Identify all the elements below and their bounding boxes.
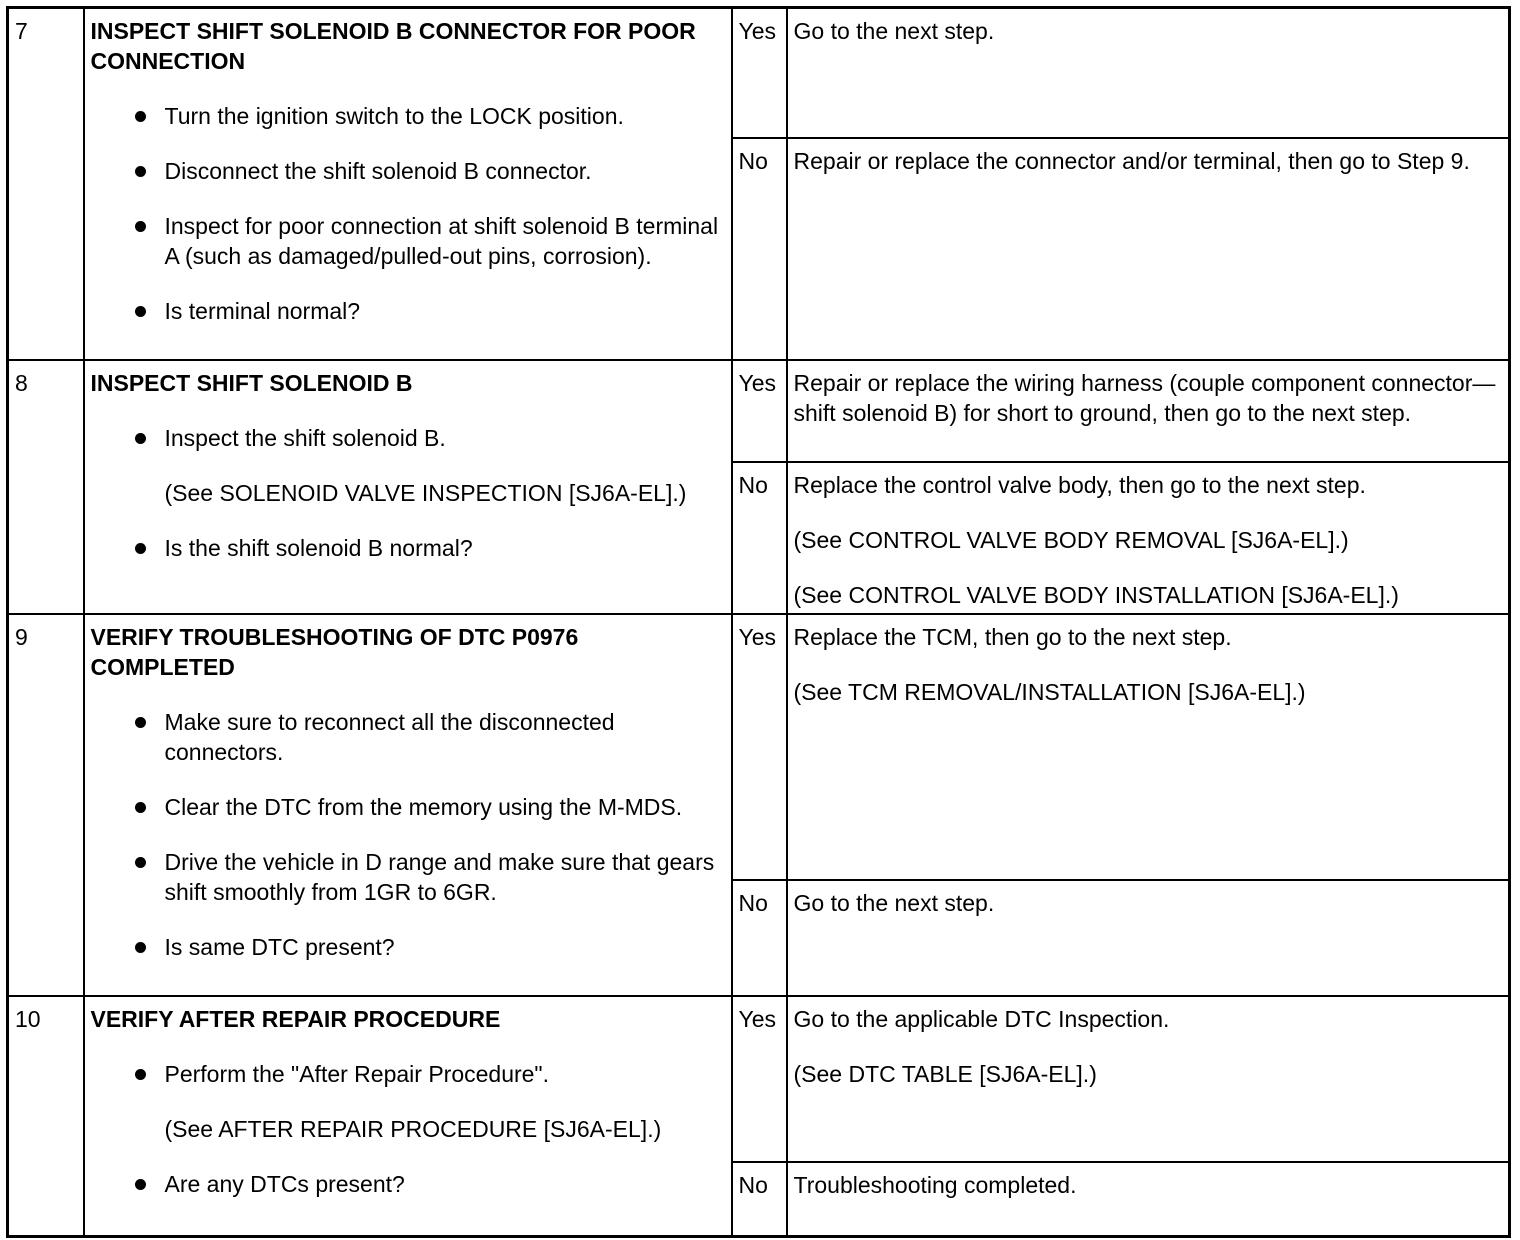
step-bullet-list bbox=[91, 1059, 725, 1089]
bullet-item: Disconnect the shift solenoid B connector. bbox=[165, 156, 725, 186]
no-action bbox=[787, 1162, 1510, 1237]
step-title: INSPECT SHIFT SOLENOID B bbox=[90, 369, 413, 396]
step-bullet-list bbox=[91, 101, 725, 326]
step-bullet-list bbox=[91, 533, 725, 563]
yes-label: Yes bbox=[732, 996, 787, 1162]
reference-note: (See TCM REMOVAL/INSTALLATION [SJ6A-EL].) bbox=[793, 678, 1306, 705]
step-description bbox=[84, 614, 732, 996]
yes-action bbox=[787, 996, 1510, 1162]
action-text: Repair or replace the wiring harness (couple component connector—shift solenoid B) for short to ground, then go to the next step. bbox=[793, 369, 1496, 426]
action-text: Go to the next step. bbox=[793, 18, 995, 44]
action-text: Go to the next step. bbox=[793, 889, 995, 916]
bullet-item: Turn the ignition switch to the LOCK position. bbox=[165, 101, 725, 131]
bullet-item: Drive the vehicle in D range and make sure that gears shift smoothly from 1GR to 6GR. bbox=[165, 847, 725, 907]
step-bullet-list bbox=[91, 707, 725, 962]
bullet-item: Inspect the shift solenoid B. bbox=[165, 423, 725, 453]
bullet-item: Make sure to reconnect all the disconnected connectors. bbox=[165, 707, 725, 767]
no-action bbox=[787, 462, 1510, 614]
bullet-item: Are any DTCs present? bbox=[165, 1169, 725, 1199]
step-title: INSPECT SHIFT SOLENOID B CONNECTOR FOR POOR CONNECTION bbox=[90, 18, 696, 74]
action-text: Go to the applicable DTC Inspection. bbox=[793, 1005, 1170, 1032]
bullet-item: Is terminal normal? bbox=[165, 296, 725, 326]
step-7-yes-row bbox=[8, 8, 1510, 138]
no-action bbox=[787, 880, 1510, 996]
action-text: Repair or replace the connector and/or terminal, then go to Step 9. bbox=[793, 147, 1470, 174]
step-10-yes-row bbox=[8, 996, 1510, 1162]
no-label: No bbox=[732, 138, 787, 360]
bullet-item: Inspect for poor connection at shift solenoid B terminal A (such as damaged/pulled-out pins, corrosion). bbox=[165, 211, 725, 271]
yes-label: Yes bbox=[732, 8, 787, 138]
bullet-item: Perform the "After Repair Procedure". bbox=[165, 1059, 725, 1089]
step-description bbox=[84, 360, 732, 614]
reference-note: (See CONTROL VALVE BODY INSTALLATION [SJ6A-EL].) bbox=[793, 581, 1399, 608]
no-action bbox=[787, 138, 1510, 360]
yes-action bbox=[787, 360, 1510, 462]
step-number: 9 bbox=[8, 614, 84, 996]
step-bullet-list bbox=[91, 423, 725, 453]
step-number: 8 bbox=[8, 360, 84, 614]
step-title: VERIFY TROUBLESHOOTING OF DTC P0976 COMPLETED bbox=[90, 623, 579, 680]
step-description bbox=[84, 8, 732, 360]
troubleshooting-table bbox=[6, 6, 1511, 1238]
no-label: No bbox=[732, 462, 787, 614]
yes-label: Yes bbox=[732, 614, 787, 880]
step-number: 7 bbox=[8, 8, 84, 360]
step-description bbox=[84, 996, 732, 1237]
reference-note: (See SOLENOID VALVE INSPECTION [SJ6A-EL].) bbox=[164, 479, 687, 506]
yes-label: Yes bbox=[732, 360, 787, 462]
bullet-item: Clear the DTC from the memory using the M-MDS. bbox=[165, 792, 725, 822]
yes-action bbox=[787, 614, 1510, 880]
action-text: Troubleshooting completed. bbox=[793, 1171, 1077, 1198]
no-label: No bbox=[732, 880, 787, 996]
step-title: VERIFY AFTER REPAIR PROCEDURE bbox=[90, 1005, 501, 1032]
bullet-item: Is the shift solenoid B normal? bbox=[165, 533, 725, 563]
bullet-item: Is same DTC present? bbox=[165, 932, 725, 962]
yes-action bbox=[787, 8, 1510, 138]
action-text: Replace the control valve body, then go to the next step. bbox=[793, 471, 1366, 498]
step-bullet-list bbox=[91, 1169, 725, 1199]
step-8-yes-row bbox=[8, 360, 1510, 462]
reference-note: (See DTC TABLE [SJ6A-EL].) bbox=[793, 1060, 1097, 1087]
reference-note: (See AFTER REPAIR PROCEDURE [SJ6A-EL].) bbox=[164, 1115, 662, 1142]
step-number: 10 bbox=[8, 996, 84, 1237]
reference-note: (See CONTROL VALVE BODY REMOVAL [SJ6A-EL].) bbox=[793, 526, 1349, 553]
action-text: Replace the TCM, then go to the next step. bbox=[793, 623, 1232, 650]
step-9-yes-row bbox=[8, 614, 1510, 880]
no-label: No bbox=[732, 1162, 787, 1237]
